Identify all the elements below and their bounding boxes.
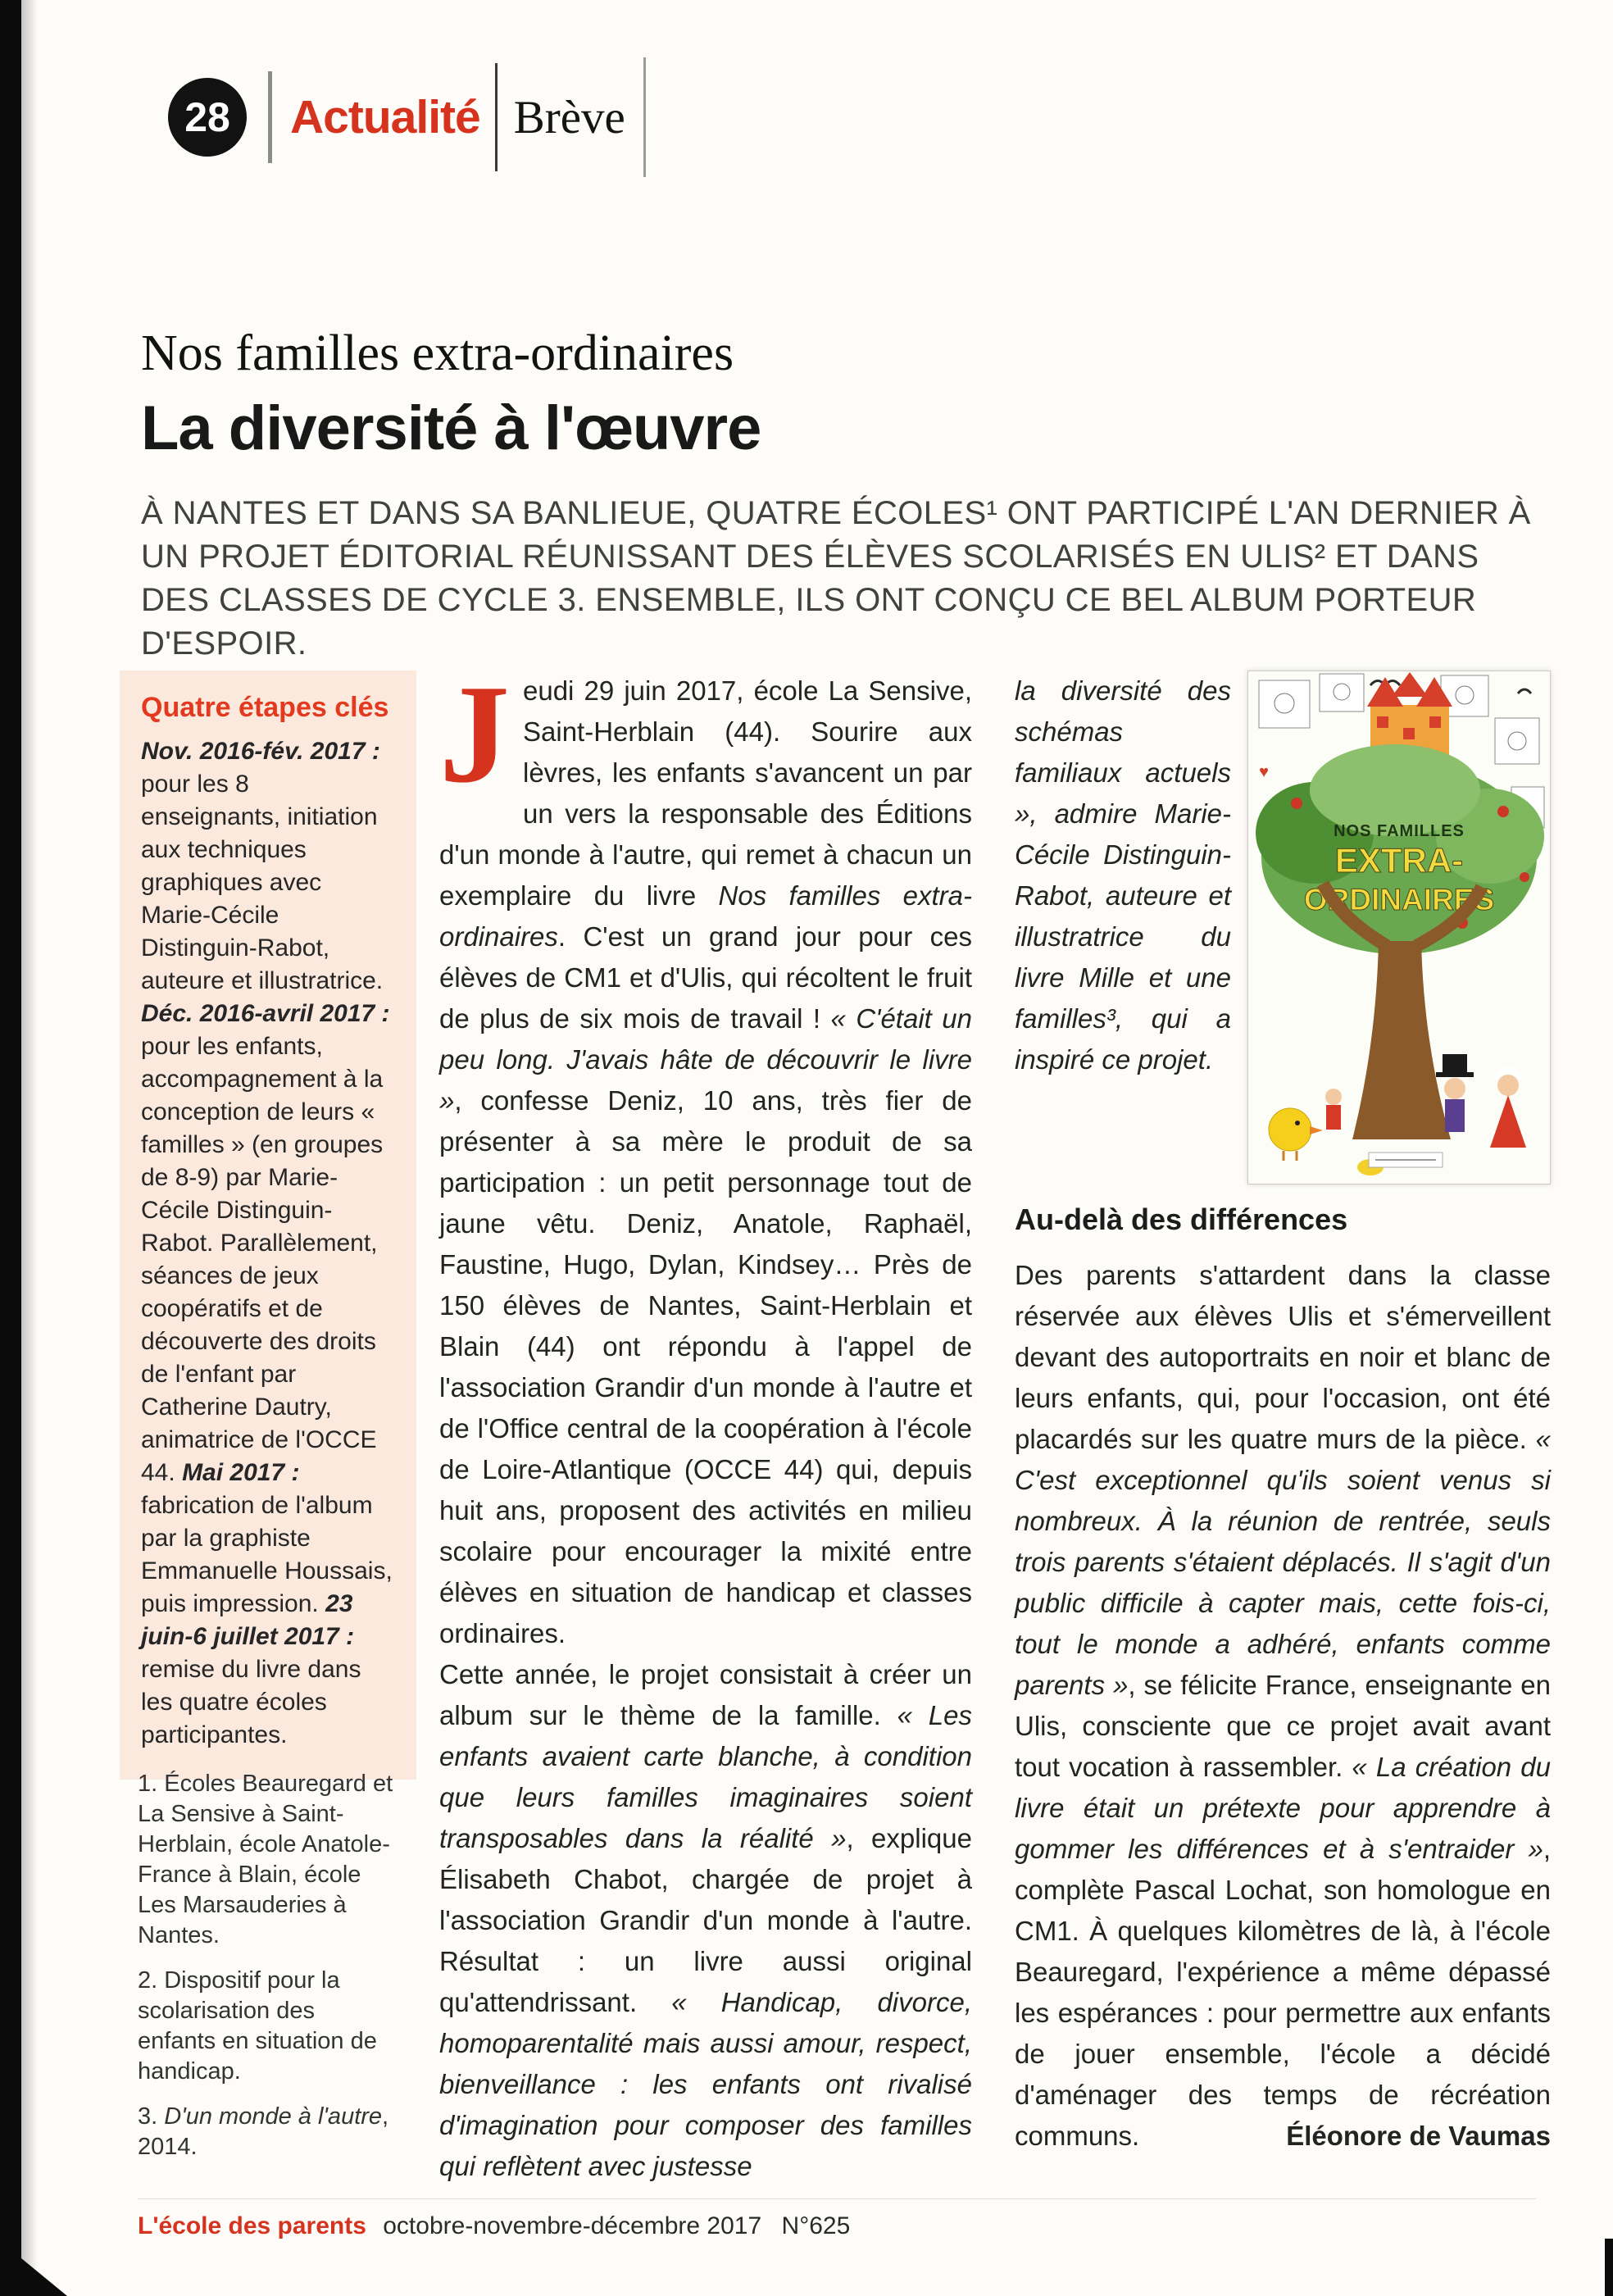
sidebar-box bbox=[120, 671, 416, 1780]
sidebar-entry-date: Mai 2017 : bbox=[182, 1459, 300, 1486]
sidebar-entry-text: remise du livre dans les quatre écoles participantes. bbox=[141, 1656, 361, 1748]
title-block bbox=[141, 325, 1554, 666]
footnote-2: 2. Dispositif pour la scolarisation des enfants en situation de handicap. bbox=[138, 1967, 377, 2085]
book-cover-image bbox=[1247, 671, 1551, 1184]
sidebar-entry bbox=[141, 738, 383, 994]
book-cover-illustration bbox=[1247, 671, 1551, 1184]
section-label: Actualité bbox=[290, 91, 480, 143]
page-footer bbox=[138, 2198, 1536, 2240]
sidebar-title: Quatre étapes clés bbox=[141, 692, 389, 723]
header-divider bbox=[495, 63, 498, 171]
header-divider bbox=[643, 57, 646, 177]
subsection-label: Brève bbox=[513, 91, 625, 143]
scan-corner-bottom-left bbox=[21, 2258, 67, 2296]
drop-cap: J bbox=[439, 657, 510, 812]
sidebar-entry-text: pour les enfants, accompagnement à la conception de leurs « familles » (en groupes de 8-9) par Marie-Cécile Distinguin-Rabot. Parallèlement, séances de jeux coopératifs et de découverte des droits de l'enfant par Catherine Dautry, animatrice de l'OCCE 44. bbox=[141, 1033, 384, 1486]
sidebar-entry-date: 23 juin-6 juillet 2017 : bbox=[141, 1590, 355, 1650]
author-byline: Éléonore de Vaumas bbox=[1286, 2121, 1551, 2151]
section-subhead: Au-delà des différences bbox=[1015, 1203, 1348, 1236]
scan-corner-bottom-right bbox=[1605, 2239, 1613, 2296]
paragraph-text: eudi 29 juin 2017, école La Sensive, Saint-Herblain (44). Sourire aux lèvres, les enfants s'avancent un par un vers la responsable des Éditions d'un monde à l'autre, qui remet à chacun un exemplaire du livre Nos familles extra-ordinaires. C'est un grand jour pour ces élèves de CM1 et d'Ulis, qui récoltent le fruit de plus de six mois de travail ! « C'était un peu long. J'avais hâte de découvrir le livre », confesse Deniz, 10 ans, très fier de présenter à sa mère le produit de sa participation : un petit personnage tout de jaune vêtu. Deniz, Anatole, Raphaël, Faustine, Hugo, Dylan, Kindsey… Près de 150 élèves de Nantes, Saint-Herblain et Blain (44) ont répondu à l'appel de l'association Grandir d'un monde à l'autre et de l'Office central de la coopération à l'école de Loire-Atlantique (OCCE 44) qui, depuis huit ans, proposent des activités en milieu scolaire pour encourager la mixité entre élèves en situation de handicap et classes ordinaires. bbox=[439, 675, 973, 1648]
article-paragraph: Cette année, le projet consistait à créer un album sur le thème de la famille. « Les enfants avaient carte blanche, à condition que leurs familles imaginaires soient transposables dans la réalité », explique Élisabeth Chabot, chargée de projet à l'association Grandir d'un monde à l'autre. Résultat : un livre aussi original qu'attendrissant. « Handicap, divorce, homoparentalité mais aussi amour, respect, bienveillance : les enfants ont rivalisé d'imagination pour composer des familles qui reflètent avec justesse bbox=[439, 1659, 972, 2181]
sidebar-entry bbox=[141, 1000, 390, 1486]
article-paragraph: Des parents s'attardent dans la classe réservée aux élèves Ulis et s'émerveillent devant des autoportraits en noir et blanc de leurs enfants, qui, pour l'occasion, ont été placardés sur les quatre murs de la pièce. « C'est exceptionnel qu'ils soient venus si nombreux. À la réunion de rentrée, seuls trois parents s'étaient déplacés. Il s'agit d'un public difficile à capter mais, cette fois-ci, tout le monde a adhéré, enfants comme parents », se félicite France, enseignante en Ulis, consciente que ce projet avait avant tout vocation à rassembler. « La création du livre était un prétexte pour apprendre à gommer les différences et à s'entraider », complète Pascal Lochat, son homologue en CM1. À quelques kilomètres de là, à l'école Beauregard, l'expérience a même dépassé les espérances : pour permettre aux enfants de jouer ensemble, l'école a décidé d'aménager des temps de récréation communs. bbox=[1015, 1260, 1551, 2151]
header-divider bbox=[268, 71, 272, 163]
footnote-1: 1. Écoles Beauregard et La Sensive à Saint-Herblain, école Anatole-France à Blain, école Les Marsauderies à Nantes. bbox=[138, 1771, 393, 1948]
sidebar-entry-text: fabrication de l'album par la graphiste Emmanuelle Houssais, puis impression. bbox=[141, 1492, 393, 1617]
article-paragraph-continuation: la diversité des schémas familiaux actuels », admire Marie-Cécile Distinguin-Rabot, auteure et illustratrice du livre Mille et une familles³, qui a inspiré ce projet. bbox=[1015, 675, 1231, 1075]
sidebar-entry-date: Nov. 2016-fév. 2017 : bbox=[141, 738, 380, 765]
page-number-badge: 28 bbox=[168, 78, 247, 157]
magazine-brand: L'école des parents bbox=[138, 2212, 366, 2239]
issue-date: octobre-novembre-décembre 2017 bbox=[383, 2212, 762, 2239]
sidebar-body bbox=[141, 735, 395, 1752]
standfirst: À NANTES ET DANS SA BANLIEUE, QUATRE ÉCOLES¹ ONT PARTICIPÉ L'AN DERNIER À UN PROJET ÉDITORIAL RÉUNISSANT DES ÉLÈVES SCOLARISÉS EN ULIS² ET DANS DES CLASSES DE CYCLE 3. ENSEMBLE, ILS ONT CONÇU CE BEL ALBUM PORTEUR D'ESPOIR. bbox=[141, 495, 1531, 662]
cover-title-small: NOS FAMILLES bbox=[1334, 822, 1465, 840]
page-header bbox=[168, 57, 646, 177]
child-figure bbox=[1325, 1089, 1342, 1130]
sidebar-entry-date: Déc. 2016-avril 2017 : bbox=[141, 1000, 390, 1027]
issue-number: N°625 bbox=[781, 2212, 851, 2239]
scan-edge-shadow bbox=[21, 0, 38, 2296]
article-column-middle bbox=[439, 657, 973, 2187]
article-column-right bbox=[1015, 671, 1551, 2157]
scan-edge-left bbox=[0, 0, 21, 2296]
footnotes bbox=[138, 1769, 398, 2177]
article-paragraph bbox=[439, 657, 973, 1654]
sidebar-entry-text: pour les 8 enseignants, initiation aux techniques graphiques avec Marie-Cécile Distinguin-Rabot, auteure et illustratrice. bbox=[141, 771, 384, 994]
cover-title-line1: EXTRA- bbox=[1334, 841, 1464, 880]
heart-icon: ♥ bbox=[1259, 763, 1269, 781]
footnote-3: 3. D'un monde à l'autre, 2014. bbox=[138, 2103, 389, 2160]
page-title: La diversité à l'œuvre bbox=[141, 393, 761, 463]
cover-title-line2: ORDINAIRES bbox=[1303, 883, 1495, 916]
article-kicker: Nos familles extra-ordinaires bbox=[141, 325, 734, 381]
